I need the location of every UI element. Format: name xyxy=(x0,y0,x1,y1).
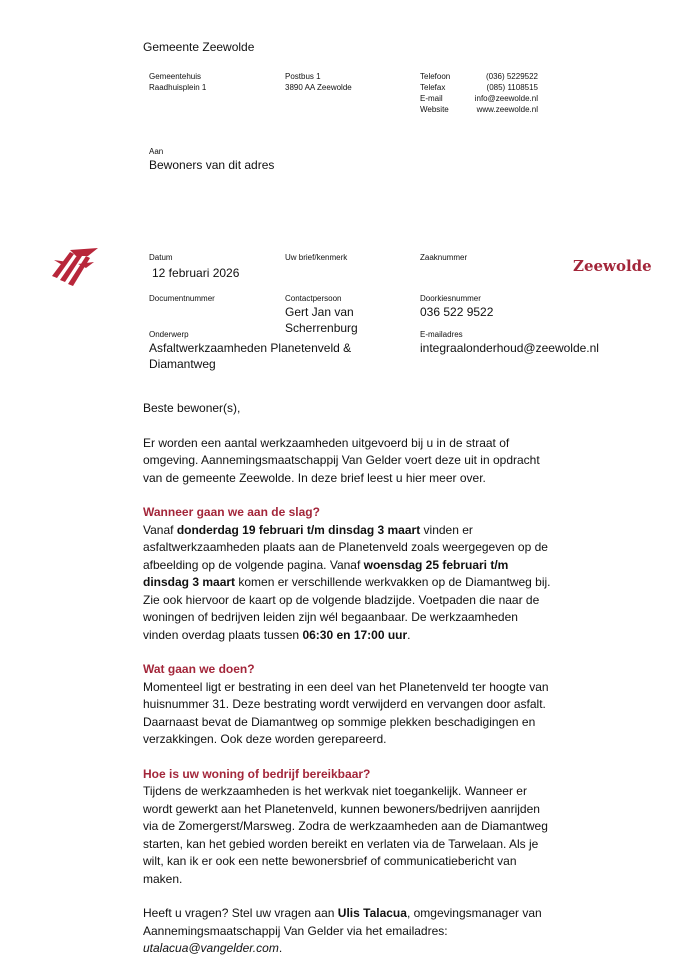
greeting: Beste bewoner(s), xyxy=(143,401,241,415)
address-col-1 xyxy=(149,71,206,93)
section-when-text xyxy=(143,522,553,645)
zaak-label: Zaaknummer xyxy=(420,253,468,262)
recipient-label: Aan xyxy=(149,147,164,156)
section-heading-when: Wanneer gaan we aan de slag? xyxy=(143,505,320,519)
datum-value: 12 februari 2026 xyxy=(152,266,240,280)
closing-paragraph xyxy=(143,905,553,958)
section-what-text: Momenteel ligt er bestrating in een deel van het Planetenveld ter hoogte van huisnummer 31. Deze bestrating wordt verwijderd en vervangen door asfalt. Daarnaast bevat de Diamantweg op sommige plekken beschadigingen en verzakkingen. Ook deze worden gerepareerd. xyxy=(143,679,549,746)
text-run: Vanaf xyxy=(143,522,177,537)
contact-person-line: Scherrenburg xyxy=(285,321,358,335)
contact-value: info@zeewolde.nl xyxy=(474,94,538,103)
email-value: integraalonderhoud@zeewolde.nl xyxy=(420,341,599,355)
section-access-text: Tijdens de werkzaamheden is het werkvak niet toegankelijk. Wanneer er wordt gewerkt aan het Planetenveld, kunnen bewoners/bedrijven aanrijden via de Zomergerst/Marsweg. Zodra de werkzaamheden aan de Diamantweg starten, kan het gebied worden bereikt en verlaten via de Tarwelaan. Als je wilt, kan ik er ook een nette bewonersbrief of communicatiebericht van maken. xyxy=(143,784,548,886)
address-line: Raadhuisplein 1 xyxy=(149,83,207,92)
doorkies-label: Doorkiesnummer xyxy=(420,294,481,303)
contact-value: www.zeewolde.nl xyxy=(476,105,538,114)
contact-row-fax xyxy=(420,82,538,93)
date-range-1: donderdag 19 februari t/m dinsdag 3 maart xyxy=(176,522,421,537)
text-run: . xyxy=(278,941,283,955)
brand-name: Zeewolde xyxy=(573,257,652,275)
contact-block xyxy=(420,71,538,115)
contact-person-line: Gert Jan van xyxy=(285,305,354,319)
zeewolde-flag-logo-icon xyxy=(48,246,100,286)
onderwerp-line: Diamantweg xyxy=(149,357,216,371)
contact-value: (085) 1108515 xyxy=(486,83,538,92)
doorkies-value: 036 522 9522 xyxy=(420,305,494,319)
section-heading-what: Wat gaan we doen? xyxy=(143,662,255,676)
contact-row-website xyxy=(420,104,538,115)
address-col-2 xyxy=(285,71,352,93)
contact-key: Telefax xyxy=(420,83,446,92)
doc-label: Documentnummer xyxy=(149,294,215,303)
onderwerp-value xyxy=(149,340,351,372)
time-range: 06:30 en 17:00 uur xyxy=(302,627,408,642)
text-run: komen er verschillende werkvakken op de Diamantweg bij. Zie ook hiervoor de kaart op de volgende bladzijde. Voetpaden die naar de woningen of bedrijven leiden zijn wél begaanbaar. De werkzaamheden vinden overdag plaats tussen xyxy=(143,575,551,642)
text-run: , omgevingsmanager van Aannemingsmaatschappij Van Gelder via het emailadres: xyxy=(143,906,542,938)
intro-paragraph: Er worden een aantal werkzaamheden uitgevoerd bij u in de straat of omgeving. Aannemingsmaatschappij Van Gelder voert deze uit in opdracht van de gemeente Zeewolde. In deze brief leest u hier meer over. xyxy=(143,435,540,485)
contact-person xyxy=(285,304,358,336)
org-name: Gemeente Zeewolde xyxy=(143,40,255,54)
date-range-2: woensdag 25 februari t/m dinsdag 3 maart xyxy=(143,557,509,589)
text-run: . xyxy=(407,627,411,642)
contact-key: Website xyxy=(420,105,449,114)
text-run: Heeft u vragen? Stel uw vragen aan xyxy=(143,906,338,920)
section-heading-access: Hoe is uw woning of bedrijf bereikbaar? xyxy=(143,766,371,781)
contact-email-link[interactable]: utalacua@vangelder.com xyxy=(143,941,279,955)
letter-body xyxy=(143,400,553,958)
onderwerp-line: Asfaltwerkzaamheden Planetenveld & xyxy=(149,341,352,355)
address-line: 3890 AA Zeewolde xyxy=(285,83,352,92)
address-line: Postbus 1 xyxy=(285,72,321,81)
address-line: Gemeentehuis xyxy=(149,72,202,81)
contact-name: Ulis Talacua xyxy=(337,906,407,920)
contact-key: Telefoon xyxy=(420,72,451,81)
contact-label: Contactpersoon xyxy=(285,294,342,303)
text-run: vinden er asfaltwerkzaamheden plaats aan de Planetenveld zoals weergegeven op de afbeelding op de volgende pagina. Vanaf xyxy=(143,522,548,572)
contact-row-phone xyxy=(420,71,538,82)
kenmerk-label: Uw brief/kenmerk xyxy=(285,253,348,262)
contact-row-email xyxy=(420,93,538,104)
datum-label: Datum xyxy=(149,253,173,262)
onderwerp-label: Onderwerp xyxy=(149,330,189,339)
contact-key: E-mail xyxy=(420,94,443,103)
contact-value: (036) 5229522 xyxy=(485,72,538,81)
email-label: E-mailadres xyxy=(420,330,463,339)
recipient-value: Bewoners van dit adres xyxy=(149,158,275,172)
